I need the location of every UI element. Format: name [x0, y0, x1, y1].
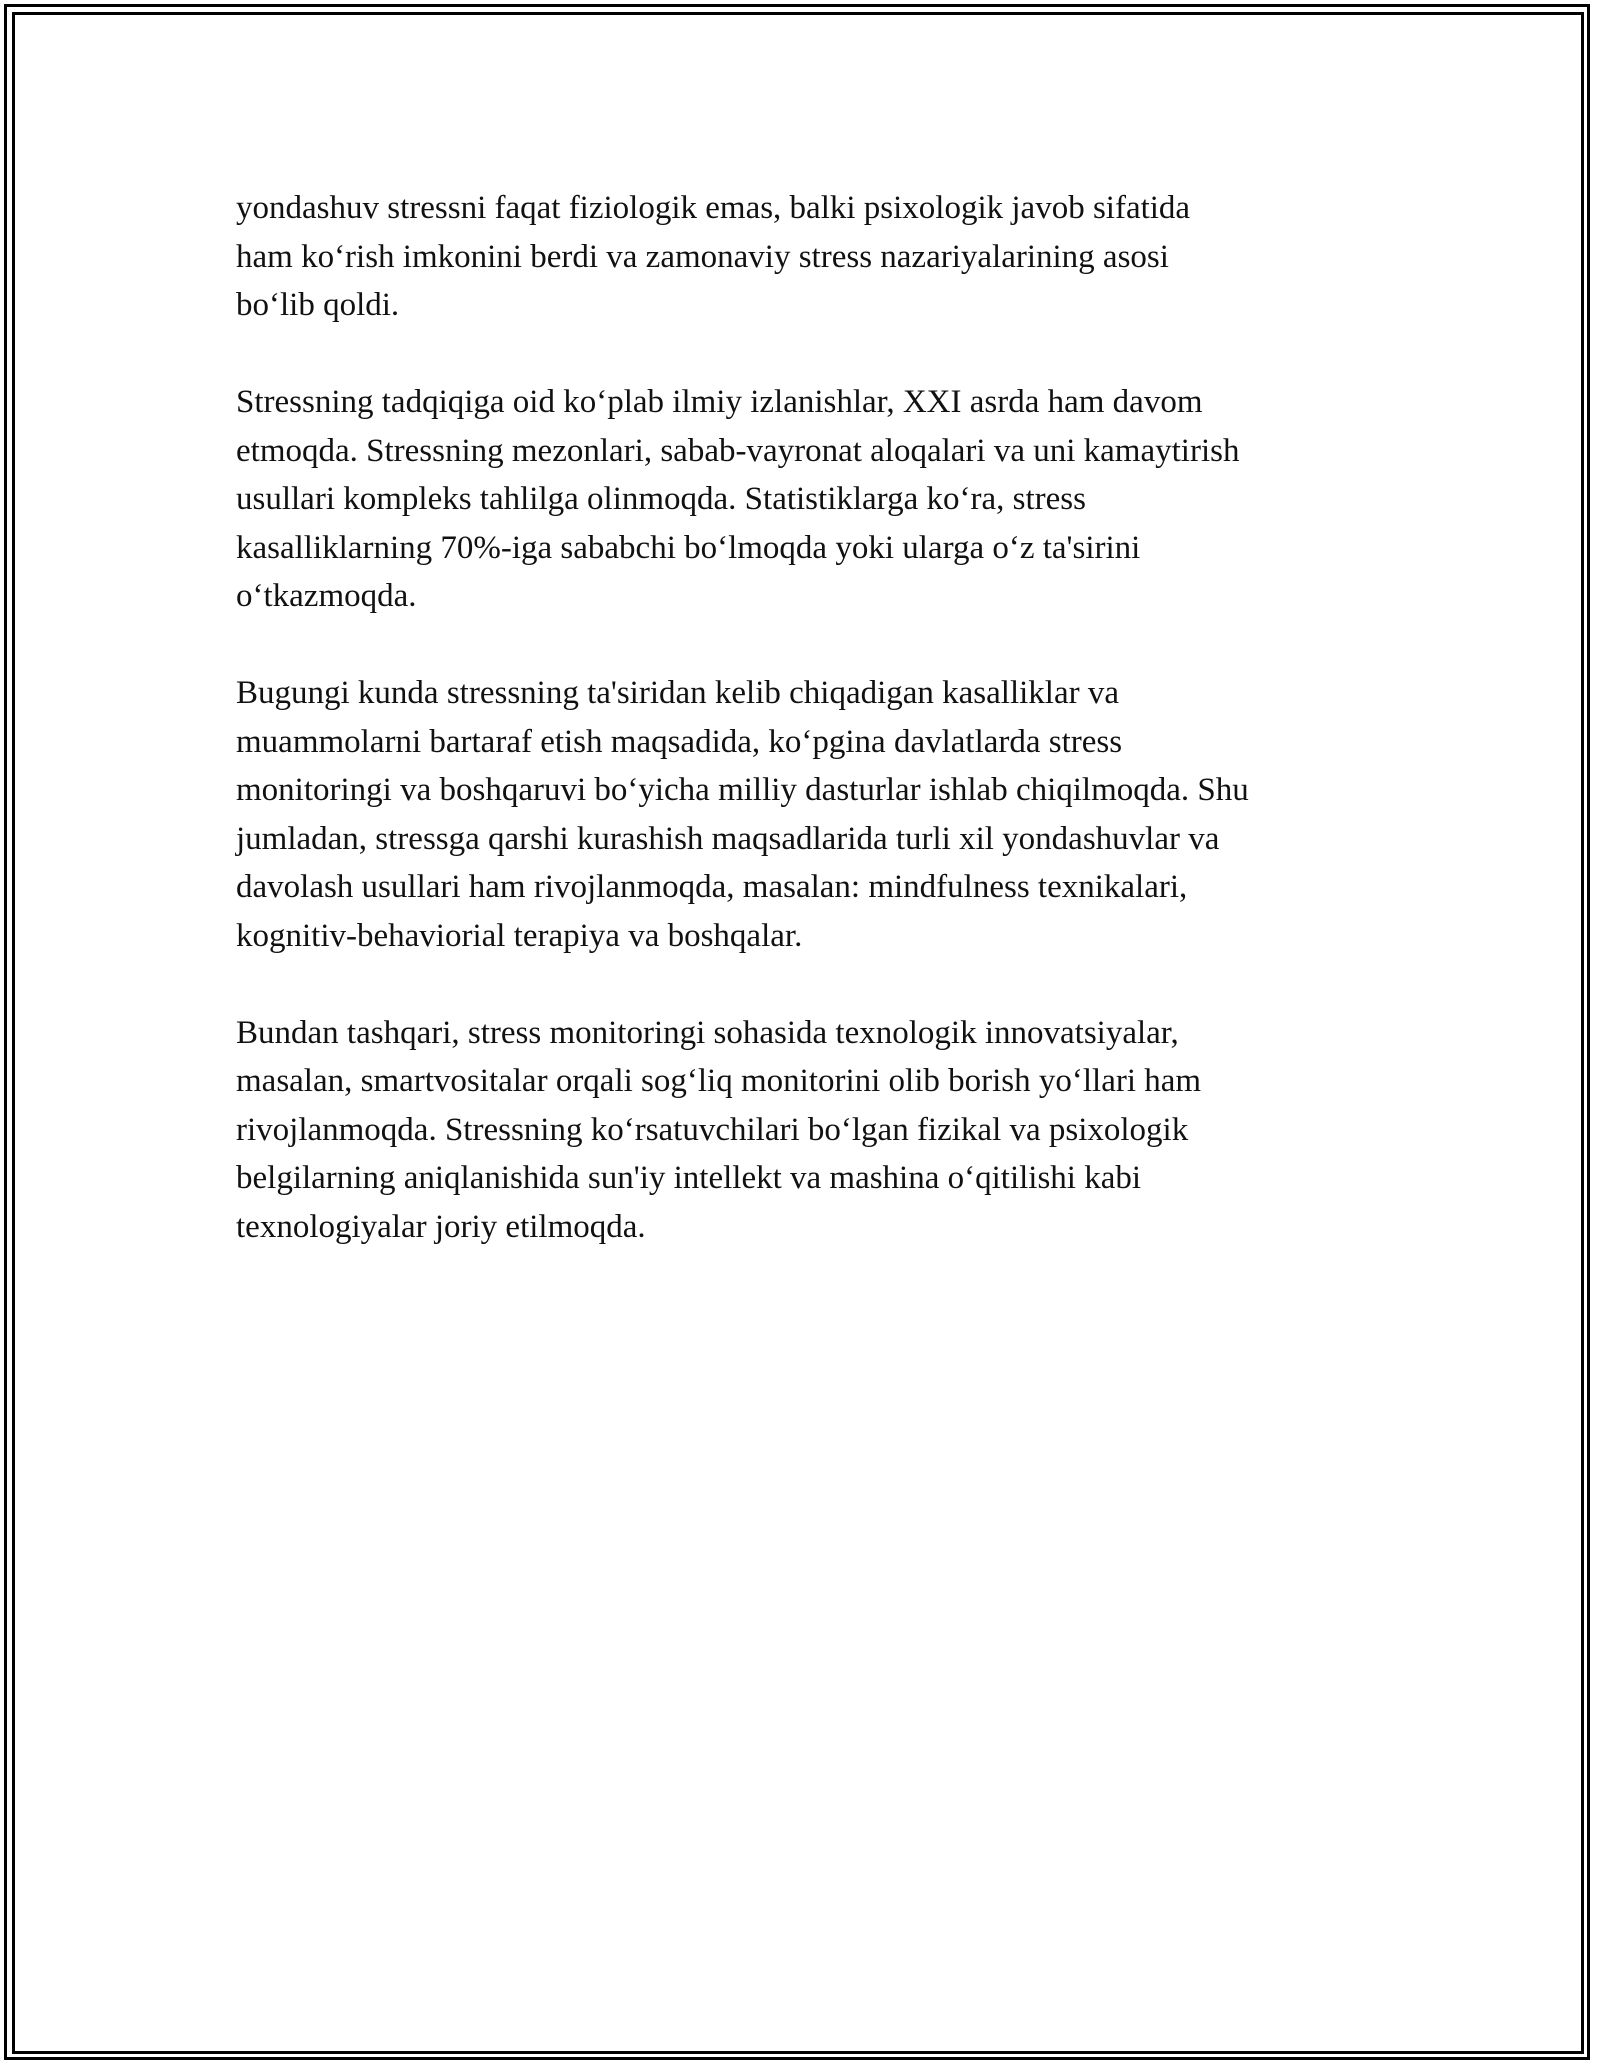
text-line: Bugungi kunda stressning ta'siridan kelib chiqadigan kasalliklar va: [236, 675, 1120, 711]
text-line: ham ko‘rish imkonini berdi va zamonaviy stress nazariyalarining asosi: [236, 238, 1169, 275]
text-line: monitoringi va boshqaruvi bo‘yicha milliy dasturlar ishlab chiqilmoqda. Shu: [236, 772, 1249, 808]
text-line: yondashuv stressni faqat fiziologik emas, balki psixologik javob sifatida: [236, 190, 1191, 226]
text-line: muammolarni bartaraf etish maqsadida, ko‘pgina davlatlarda stress: [236, 723, 1123, 760]
text-line: kasalliklarning 70%-iga sababchi bo‘lmoqda yoki ularga o‘z ta'sirini: [236, 529, 1141, 566]
paragraph-1: [236, 184, 1386, 330]
text-line: rivojlanmoqda. Stressning ko‘rsatuvchilari bo‘lgan fizikal va psixologik: [236, 1111, 1189, 1148]
text-line: davolash usullari ham rivojlanmoqda, masalan: mindfulness texnikalari,: [236, 869, 1188, 905]
text-line: usullari kompleks tahlilga olinmoqda. Statistiklarga ko‘ra, stress: [236, 481, 1086, 517]
text-line: texnologiyalar joriy etilmoqda.: [236, 1208, 646, 1245]
text-line: Bundan tashqari, stress monitoringi sohasida texnologik innovatsiyalar,: [236, 1014, 1179, 1051]
text-line: o‘tkazmoqda.: [236, 578, 417, 614]
paragraph-4: [236, 1009, 1386, 1252]
document-body: [236, 184, 1386, 1300]
text-line: jumladan, stressga qarshi kurashish maqsadlarida turli xil yondashuvlar va: [236, 820, 1220, 857]
text-line: belgilarning aniqlanishida sun'iy intellekt va mashina o‘qitilishi kabi: [236, 1160, 1142, 1196]
text-line: Stressning tadqiqiga oid ko‘plab ilmiy izlanishlar, XXI asrda ham davom: [236, 384, 1203, 420]
paragraph-3: [236, 669, 1386, 960]
text-line: etmoqda. Stressning mezonlari, sabab-vayronat aloqalari va uni kamaytirish: [236, 432, 1240, 469]
text-line: masalan, smartvositalar orqali sog‘liq monitorini olib borish yo‘llari ham: [236, 1063, 1202, 1099]
text-line: bo‘lib qoldi.: [236, 287, 400, 323]
text-line: kognitiv-behaviorial terapiya va boshqalar.: [236, 917, 803, 954]
paragraph-2: [236, 378, 1386, 621]
